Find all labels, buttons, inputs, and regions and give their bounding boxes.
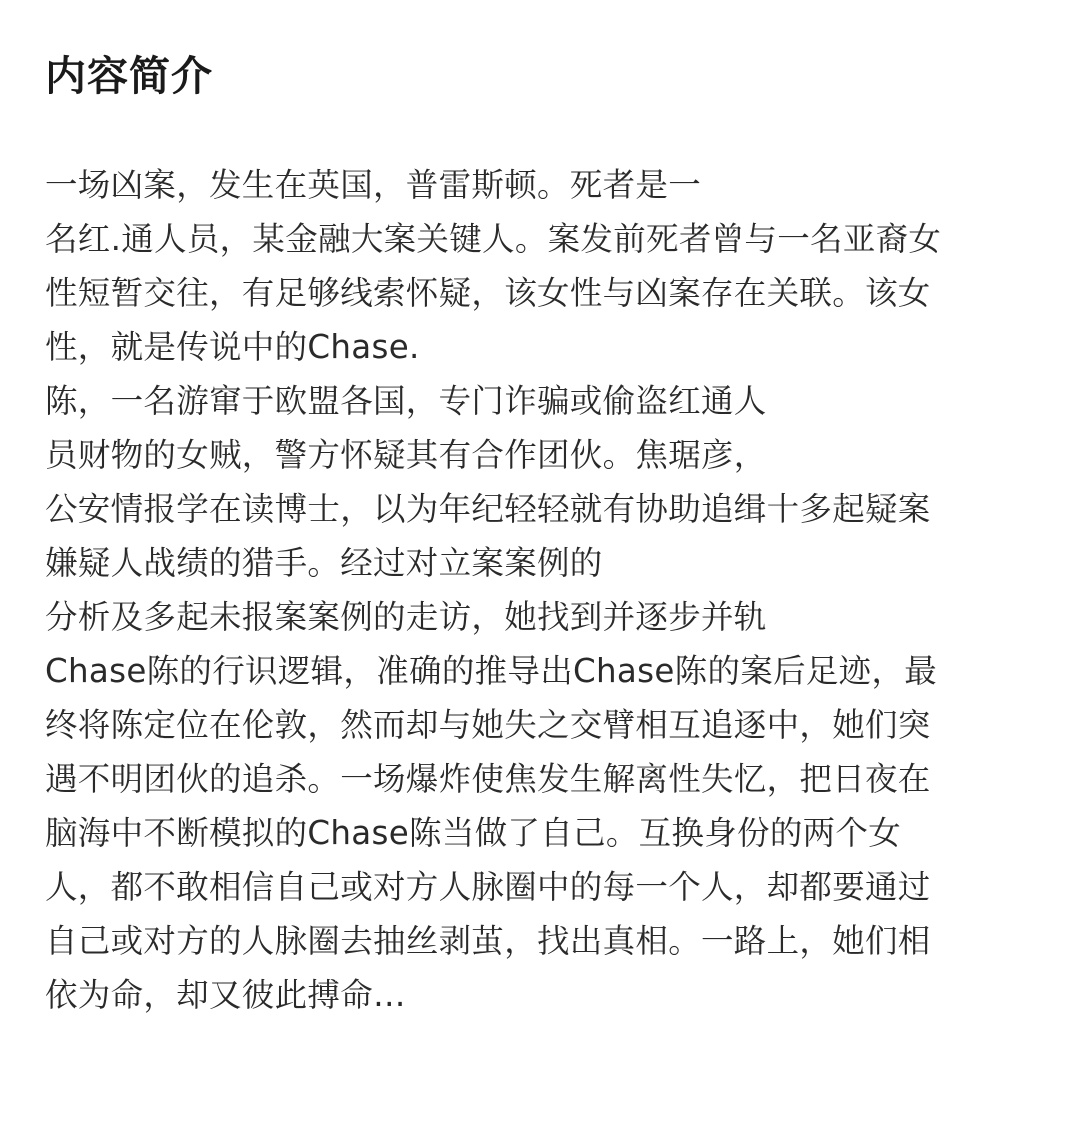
synopsis-line: 员财物的女贼，警方怀疑其有合作团伙。焦琚彦， bbox=[45, 436, 767, 474]
synopsis-line: 嫌疑人战绩的猎手。经过对立案案例的 bbox=[45, 544, 603, 582]
synopsis-line: 终将陈定位在伦敦，然而却与她失之交臂相互追逐中，她们突 bbox=[45, 706, 931, 744]
synopsis-line: 一场凶案，发生在英国，普雷斯顿。死者是一 bbox=[45, 166, 702, 204]
section-title: 内容简介 bbox=[45, 52, 213, 100]
synopsis-line: 依为命，却又彼此搏命… bbox=[45, 976, 406, 1014]
synopsis-line: 性短暂交往，有足够线索怀疑，该女性与凶案存在关联。该女 bbox=[45, 274, 931, 312]
synopsis-line: 脑海中不断模拟的Chase陈当做了自己。互换身份的两个女 bbox=[45, 814, 902, 852]
synopsis-line: 人，都不敢相信自己或对方人脉圈中的每一个人，却都要通过 bbox=[45, 868, 931, 906]
synopsis-text bbox=[45, 158, 1055, 1022]
synopsis-line: 分析及多起未报案案例的走访，她找到并逐步并轨 bbox=[45, 598, 767, 636]
synopsis-line: 遇不明团伙的追杀。一场爆炸使焦发生解离性失忆，把日夜在 bbox=[45, 760, 931, 798]
synopsis-line: Chase陈的行识逻辑，准确的推导出Chase陈的案后足迹，最 bbox=[45, 652, 938, 690]
synopsis-line: 名红.通人员，某金融大案关键人。案发前死者曾与一名亚裔女 bbox=[45, 220, 942, 258]
synopsis-line: 自己或对方的人脉圈去抽丝剥茧，找出真相。一路上，她们相 bbox=[45, 922, 931, 960]
synopsis-line: 陈，一名游窜于欧盟各国，专门诈骗或偷盗红通人 bbox=[45, 382, 767, 420]
synopsis-line: 性，就是传说中的Chase. bbox=[45, 328, 420, 366]
synopsis-line: 公安情报学在读博士，以为年纪轻轻就有协助追缉十多起疑案 bbox=[45, 490, 931, 528]
